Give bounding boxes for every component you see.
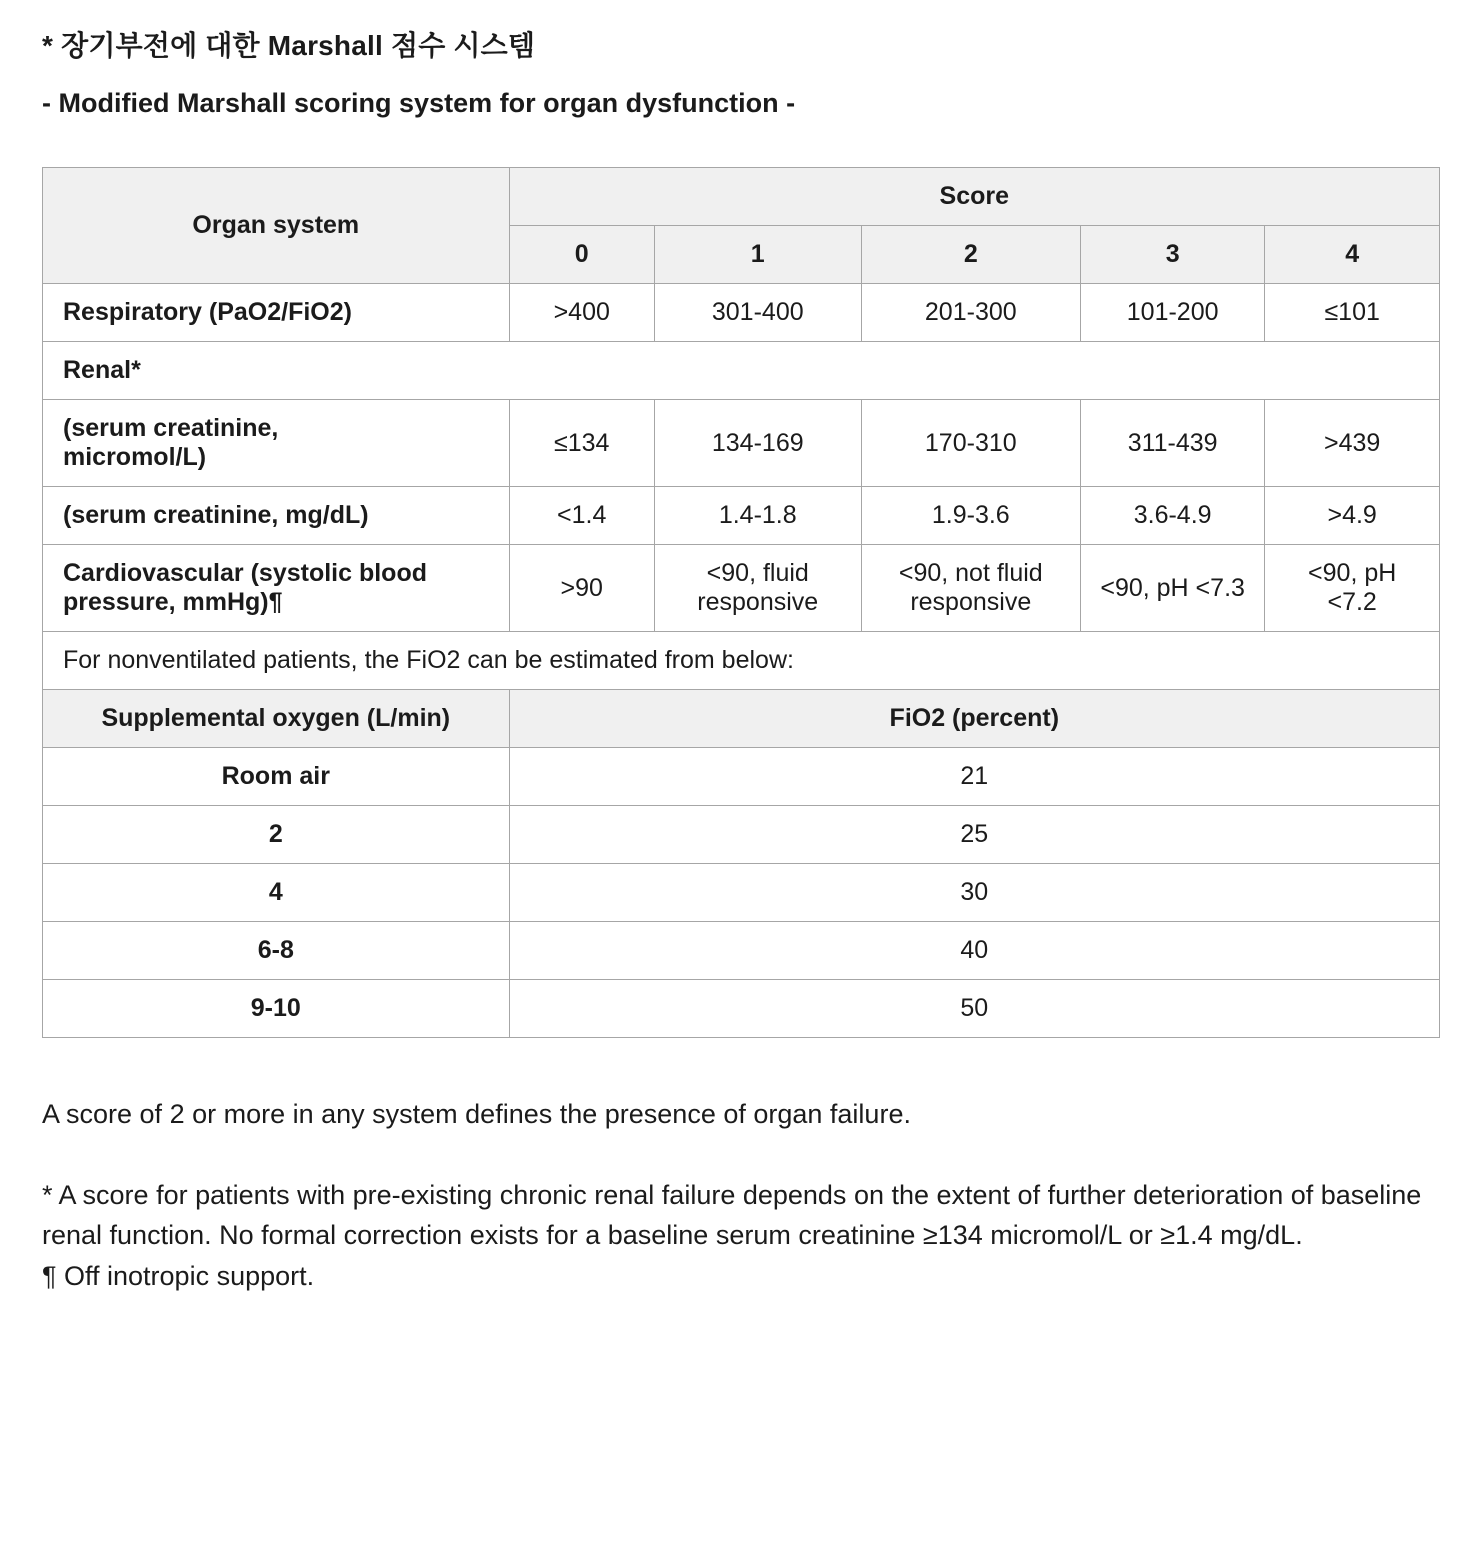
oxygen-column-header: Supplemental oxygen (L/min): [43, 690, 510, 748]
oxygen-row-9-10: [43, 980, 1440, 1038]
respiratory-score-4: ≤101: [1265, 284, 1440, 342]
cardiovascular-score-4: <90, pH <7.2: [1265, 545, 1440, 632]
creatinine-micromol-score-3: 311-439: [1080, 400, 1264, 487]
score-level-3: 3: [1080, 226, 1264, 284]
creatinine-micromol-score-0: ≤134: [509, 400, 654, 487]
creatinine-mgdl-score-4: >4.9: [1265, 487, 1440, 545]
oxygen-row-4: [43, 864, 1440, 922]
creatinine-micromol-score-2: 170-310: [861, 400, 1080, 487]
cardiovascular-score-0: >90: [509, 545, 654, 632]
oxygen-value: 2: [43, 806, 510, 864]
cardiovascular-label: Cardiovascular (systolic blood pressure, mmHg)¶: [43, 545, 510, 632]
organ-failure-note: A score of 2 or more in any system defines the presence of organ failure.: [42, 1099, 911, 1129]
creatinine-mgdl-score-1: 1.4-1.8: [654, 487, 861, 545]
creatinine-micromol-score-1: 134-169: [654, 400, 861, 487]
creatinine-mgdl-score-0: <1.4: [509, 487, 654, 545]
footnotes-section: [42, 1094, 1440, 1296]
marshall-score-table: [42, 167, 1440, 1038]
respiratory-score-1: 301-400: [654, 284, 861, 342]
score-level-2: 2: [861, 226, 1080, 284]
cardiovascular-score-3: <90, pH <7.3: [1080, 545, 1264, 632]
title-korean: * 장기부전에 대한 Marshall 점수 시스템: [42, 30, 536, 61]
score-header: Score: [509, 168, 1439, 226]
fio2-column-header: FiO2 (percent): [509, 690, 1439, 748]
organ-system-header: Organ system: [43, 168, 510, 284]
respiratory-score-0: >400: [509, 284, 654, 342]
oxygen-value: 9-10: [43, 980, 510, 1038]
respiratory-label: Respiratory (PaO2/FiO2): [43, 284, 510, 342]
creatinine-micromol-score-4: >439: [1265, 400, 1440, 487]
table-header-row: [43, 168, 1440, 226]
fio2-value: 21: [509, 748, 1439, 806]
creatinine-micromol-label-text: (serum creatinine, micromol/L): [63, 414, 279, 471]
respiratory-row: [43, 284, 1440, 342]
cardiovascular-row: [43, 545, 1440, 632]
renal-footnote: * A score for patients with pre-existing chronic renal failure depends on the extent of further deterioration of baseline renal function. No formal correction exists for a baseline serum creatinine ≥134 micromol/L or ≥1.4 mg/dL.: [42, 1179, 1422, 1250]
score-level-0: 0: [509, 226, 654, 284]
oxygen-value: 6-8: [43, 922, 510, 980]
fio2-note: For nonventilated patients, the FiO2 can be estimated from below:: [43, 632, 1440, 690]
title-english: - Modified Marshall scoring system for organ dysfunction -: [42, 88, 796, 118]
fio2-value: 50: [509, 980, 1439, 1038]
creatinine-mgdl-score-3: 3.6-4.9: [1080, 487, 1264, 545]
creatinine-mgdl-row: [43, 487, 1440, 545]
creatinine-micromol-label: [43, 400, 510, 487]
respiratory-score-3: 101-200: [1080, 284, 1264, 342]
score-level-4: 4: [1265, 226, 1440, 284]
inotropic-footnote: ¶ Off inotropic support.: [42, 1260, 315, 1291]
cardiovascular-score-2: <90, not fluid responsive: [861, 545, 1080, 632]
fio2-value: 30: [509, 864, 1439, 922]
oxygen-header-row: [43, 690, 1440, 748]
score-level-1: 1: [654, 226, 861, 284]
oxygen-row-room-air: [43, 748, 1440, 806]
oxygen-row-6-8: [43, 922, 1440, 980]
fio2-note-row: [43, 632, 1440, 690]
creatinine-micromol-row: [43, 400, 1440, 487]
oxygen-row-2: [43, 806, 1440, 864]
renal-section-row: [43, 342, 1440, 400]
oxygen-value: Room air: [43, 748, 510, 806]
creatinine-mgdl-label: (serum creatinine, mg/dL): [43, 487, 510, 545]
cardiovascular-score-1: <90, fluid responsive: [654, 545, 861, 632]
fio2-value: 40: [509, 922, 1439, 980]
footnote-spacer: [42, 1135, 1440, 1175]
fio2-value: 25: [509, 806, 1439, 864]
oxygen-value: 4: [43, 864, 510, 922]
respiratory-score-2: 201-300: [861, 284, 1080, 342]
renal-section-label: Renal*: [43, 342, 1440, 400]
creatinine-mgdl-score-2: 1.9-3.6: [861, 487, 1080, 545]
